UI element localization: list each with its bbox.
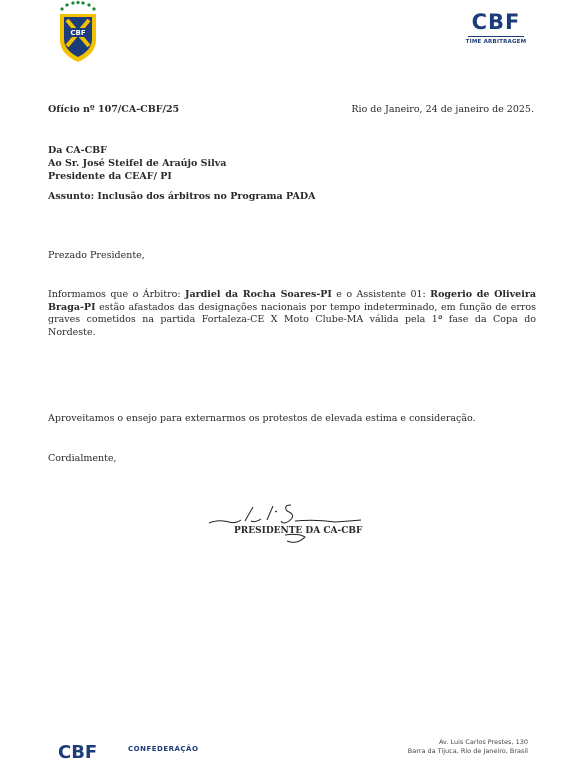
body-1-prefix: Informamos que o Árbitro: (48, 289, 185, 300)
assistant-name: Rogerio de Oliveira Braga-PI (48, 289, 536, 313)
sender-line: Da CA-CBF (48, 145, 107, 156)
body-1-suffix: estão afastados das designações nacionais por tempo indeterminado, em função de erros graves cometidos na partida Fortaleza-CE X Moto Clube-MA válida pela 1ª fase da Copa do Nordeste. (48, 301, 536, 338)
subject-line: Assunto: Inclusão dos árbitros no Programa PADA (48, 191, 316, 202)
greeting: Prezado Presidente, (48, 250, 145, 261)
closing: Cordialmente, (48, 453, 117, 464)
address-line-1: Av. Luis Carlos Prestes, 130 (438, 738, 528, 746)
place-date: Rio de Janeiro, 24 de janeiro de 2025. (351, 104, 534, 115)
handwritten-signature (205, 497, 365, 547)
cbf-logo-text: CBF (471, 10, 521, 34)
signature-label: PRESIDENTE DA CA-CBF (234, 526, 363, 536)
address-line-2: Barra da Tijuca, Rio de Janeiro, Brasil (407, 747, 528, 755)
body-1-mid: e o Assistente 01: (331, 289, 431, 300)
body-paragraph-2: Aproveitamos o ensejo para externarmos os protestos de elevada estima e consideração. (48, 413, 476, 424)
recipient-role: Presidente da CEAF/ PI (48, 171, 172, 182)
stars-icon (60, 1, 95, 11)
cbf-crest-logo (54, 0, 102, 64)
cbf-arbitragem-logo (464, 10, 528, 54)
footer-cbf-logo: CBF (58, 742, 98, 763)
referee-name: Jardiel da Rocha Soares-PI (184, 289, 332, 300)
logo-rule (468, 36, 524, 37)
footer-org-text: CONFEDERAÇÃO (128, 745, 199, 753)
office-reference: Ofício nº 107/CA-CBF/25 (48, 104, 180, 115)
body-paragraph-1 (48, 289, 536, 339)
recipient-name: Ao Sr. José Steifel de Araújo Silva (48, 158, 227, 169)
svg-text:CBF: CBF (70, 29, 86, 37)
logo-subtitle: TIME ARBITRAGEM (465, 39, 527, 45)
